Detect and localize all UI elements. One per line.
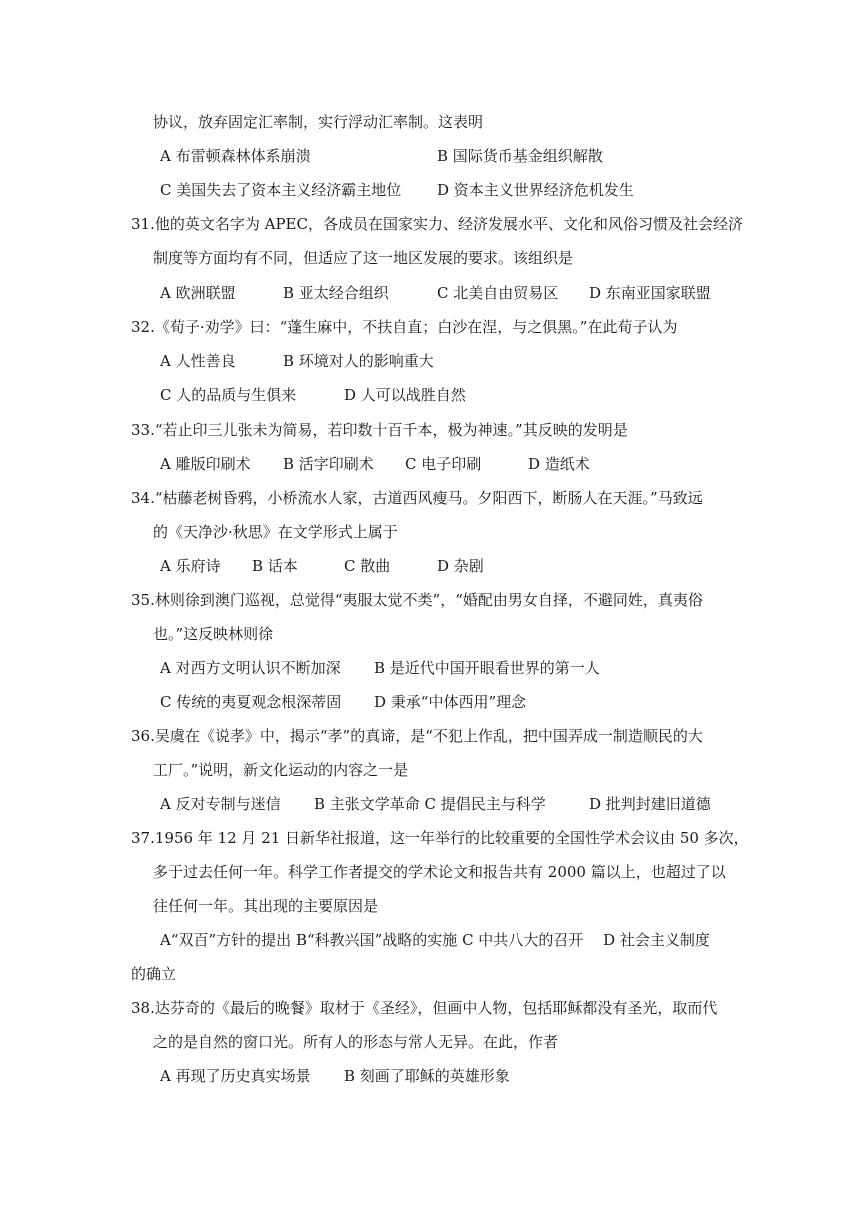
q36-option-a: A 反对专制与迷信 bbox=[160, 795, 281, 813]
q35-option-b: B 是近代中国开眼看世界的第一人 bbox=[374, 659, 600, 677]
q31-option-d: D 东南亚国家联盟 bbox=[589, 284, 711, 302]
q30-option-d: D 资本主义世界经济危机发生 bbox=[437, 181, 634, 199]
q37-options-wrap: 的确立 bbox=[131, 965, 177, 983]
q31-option-c: C 北美自由贸易区 bbox=[437, 284, 559, 302]
q38-stem-line1: 38.达芬奇的《最后的晚餐》取材于《圣经》，但画中人物，包括耶稣都没有圣光，取而代 bbox=[131, 999, 718, 1017]
q33-option-d: D 造纸术 bbox=[528, 455, 590, 473]
q37-stem-line2: 多于过去任何一年。科学工作者提交的学术论文和报告共有 2000 篇以上，也超过了以 bbox=[153, 863, 726, 881]
q33-option-b: B 活字印刷术 bbox=[283, 455, 374, 473]
q35-option-d: D 秉承“中体西用”理念 bbox=[374, 693, 527, 711]
q36-option-bc: B 主张文学革命 C 提倡民主与科学 bbox=[314, 795, 546, 813]
q32-option-b: B 环境对人的影响重大 bbox=[283, 352, 434, 370]
q38-option-b: B 刻画了耶稣的英雄形象 bbox=[344, 1067, 510, 1085]
q36-stem-line1: 36.吴虞在《说孝》中，揭示“孝”的真谛，是“不犯上作乱，把中国弄成一制造顺民的大 bbox=[131, 727, 703, 745]
q32-option-d: D 人可以战胜自然 bbox=[344, 386, 466, 404]
q32-option-c: C 人的品质与生俱来 bbox=[160, 386, 297, 404]
q34-option-b: B 话本 bbox=[252, 557, 298, 575]
q35-option-a: A 对西方文明认识不断加深 bbox=[160, 659, 341, 677]
q37-stem-line3: 往任何一年。其出现的主要原因是 bbox=[153, 897, 379, 915]
q31-stem-line1: 31.他的英文名字为 APEC，各成员在国家实力、经济发展水平、文化和风俗习惯及社会经济 bbox=[131, 215, 743, 233]
q37-stem-line1: 37.1956 年 12 月 21 日新华社报道，这一年举行的比较重要的全国性学术会议由 50 多次， bbox=[131, 829, 749, 847]
q34-stem-line2: 的《天净沙·秋思》在文学形式上属于 bbox=[153, 523, 398, 541]
q36-option-d: D 批判封建旧道德 bbox=[589, 795, 711, 813]
q34-option-d: D 杂剧 bbox=[437, 557, 484, 575]
q31-option-a: A 欧洲联盟 bbox=[160, 284, 236, 302]
q30-stem: 协议，放弃固定汇率制，实行浮动汇率制。这表明 bbox=[153, 113, 484, 131]
q30-option-c: C 美国失去了资本主义经济霸主地位 bbox=[160, 181, 402, 199]
q30-option-a: A 布雷顿森林体系崩溃 bbox=[160, 147, 311, 165]
q31-option-b: B 亚太经合组织 bbox=[283, 284, 389, 302]
q33-option-a: A 雕版印刷术 bbox=[160, 455, 251, 473]
q35-stem-line2: 也。”这反映林则徐 bbox=[153, 625, 274, 643]
q38-option-a: A 再现了历史真实场景 bbox=[160, 1067, 311, 1085]
q34-option-a: A 乐府诗 bbox=[160, 557, 221, 575]
q30-option-b: B 国际货币基金组织解散 bbox=[437, 147, 603, 165]
q32-stem: 32.《荀子·劝学》曰：“蓬生麻中，不扶自直；白沙在涅，与之俱黑。”在此荀子认为 bbox=[131, 318, 678, 336]
q35-stem-line1: 35.林则徐到澳门巡视，总觉得“夷服太觉不类”，“婚配由男女自择，不避同姓，真夷俗 bbox=[131, 591, 703, 609]
q33-stem: 33.“若止印三儿张未为简易，若印数十百千本，极为神速。”其反映的发明是 bbox=[131, 421, 628, 439]
q32-option-a: A 人性善良 bbox=[160, 352, 236, 370]
q35-option-c: C 传统的夷夏观念根深蒂固 bbox=[160, 693, 342, 711]
q36-stem-line2: 工厂。”说明，新文化运动的内容之一是 bbox=[153, 761, 409, 779]
q34-stem-line1: 34.“枯藤老树昏鸦，小桥流水人家，古道西风瘦马。夕阳西下，断肠人在天涯。”马致远 bbox=[131, 489, 703, 507]
q31-stem-line2: 制度等方面均有不同，但适应了这一地区发展的要求。该组织是 bbox=[153, 249, 574, 267]
q38-stem-line2: 之的是自然的窗口光。所有人的形态与常人无异。在此，作者 bbox=[153, 1033, 559, 1051]
q33-option-c: C 电子印刷 bbox=[405, 455, 482, 473]
q37-options: A“双百”方针的提出 B“科教兴国”战略的实施 C 中共八大的召开 D 社会主义制度 bbox=[160, 931, 710, 949]
q34-option-c: C 散曲 bbox=[344, 557, 391, 575]
